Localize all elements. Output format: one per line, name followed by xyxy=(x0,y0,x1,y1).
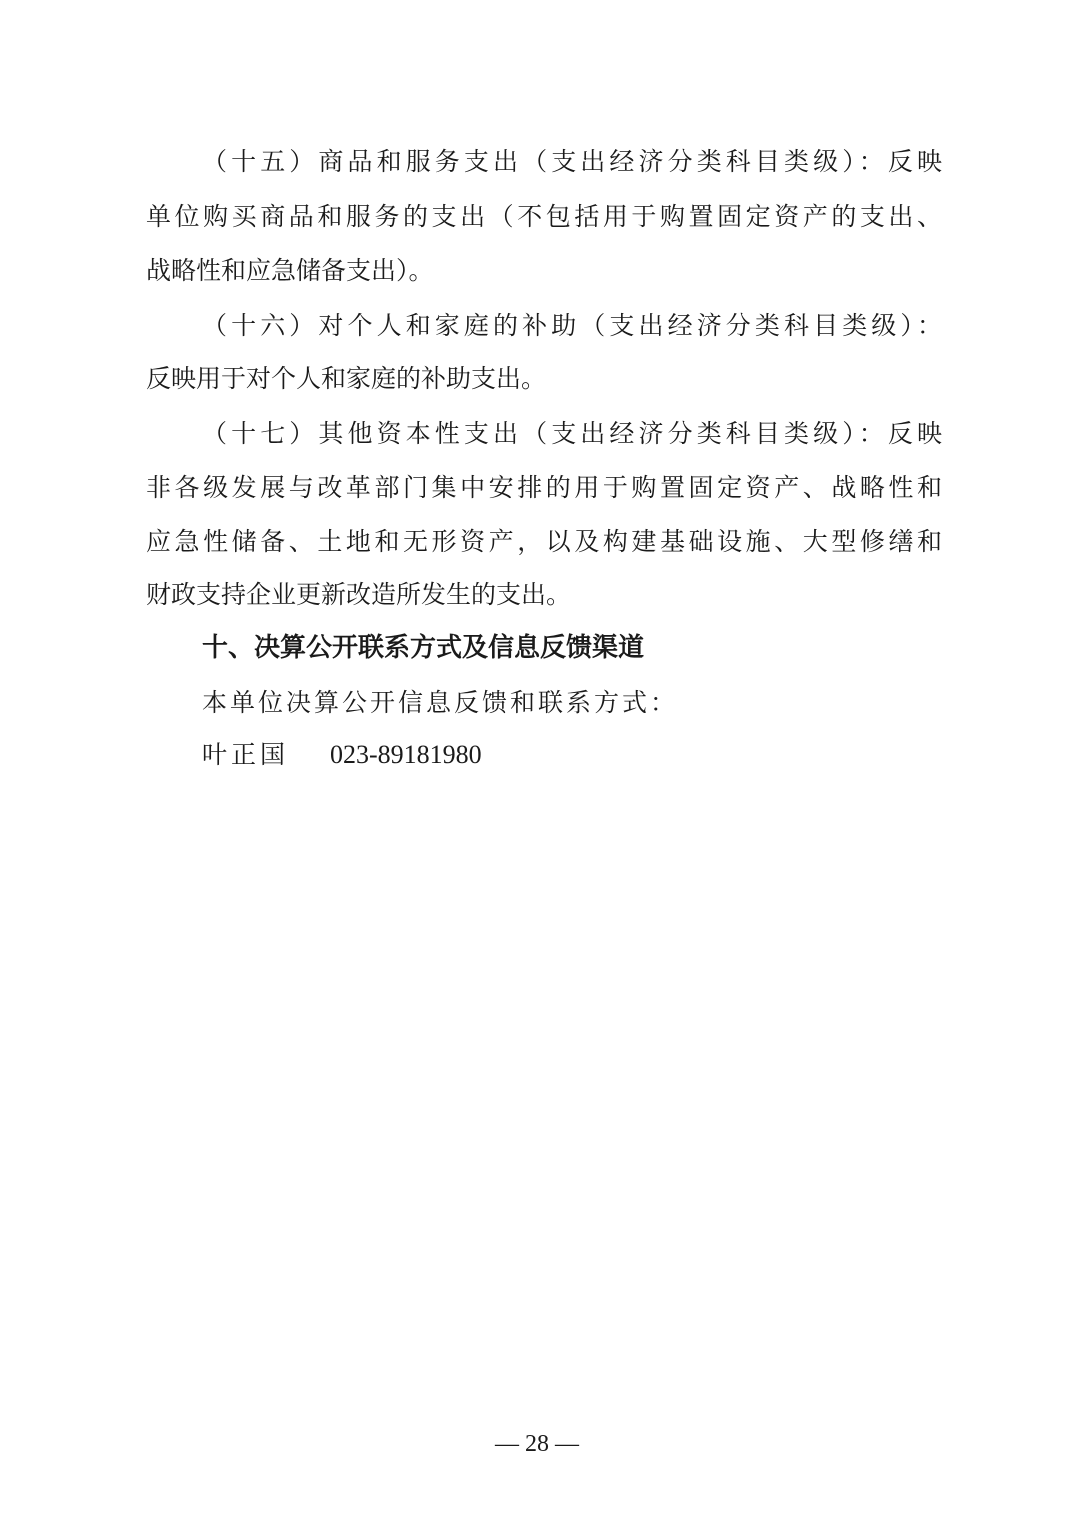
paragraph-15-line-3: 战略性和应急储备支出）。 xyxy=(146,256,434,285)
page-number: — 28 — xyxy=(495,1431,579,1457)
paragraph-17-line-2: 非各级发展与改革部门集中安排的用于购置固定资产、战略性和 xyxy=(146,473,942,502)
paragraph-16-line-1: （十六）对个人和家庭的补助（支出经济分类科目类级）： xyxy=(202,311,942,340)
contact-intro: 本单位决算公开信息反馈和联系方式： xyxy=(202,688,679,717)
paragraph-15-line-1: （十五）商品和服务支出（支出经济分类科目类级）：反映 xyxy=(202,147,942,176)
paragraph-15-line-2: 单位购买商品和服务的支出（不包括用于购置固定资产的支出、 xyxy=(146,202,942,231)
paragraph-17-line-1: （十七）其他资本性支出（支出经济分类科目类级）：反映 xyxy=(202,419,942,448)
paragraph-17-line-4: 财政支持企业更新改造所发生的支出。 xyxy=(146,580,572,609)
contact-name: 叶正国 xyxy=(202,740,290,769)
paragraph-16-line-2: 反映用于对个人和家庭的补助支出。 xyxy=(146,364,547,393)
section-heading: 十、决算公开联系方式及信息反馈渠道 xyxy=(202,633,645,663)
contact-phone: 023-89181980 xyxy=(330,740,482,769)
paragraph-17-line-3: 应急性储备、土地和无形资产，以及构建基础设施、大型修缮和 xyxy=(146,527,942,556)
